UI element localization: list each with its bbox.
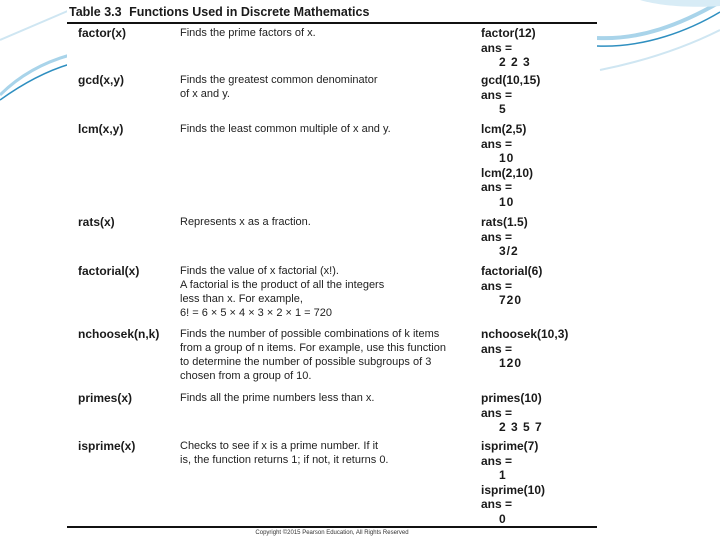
example-result: 5 bbox=[499, 102, 507, 116]
table-label: Table 3.3 bbox=[69, 5, 122, 19]
example-result: 10 bbox=[499, 194, 515, 209]
description-line: Finds the least common multiple of x and y. bbox=[180, 123, 391, 135]
description-line: less than x. For example, bbox=[180, 293, 303, 305]
description-line: Finds the prime factors of x. bbox=[180, 27, 316, 39]
description-line: chosen from a group of 10. bbox=[180, 370, 312, 382]
description-line: Finds all the prime numbers less than x. bbox=[180, 392, 375, 404]
description-line: Checks to see if x is a prime number. If it bbox=[180, 440, 379, 452]
example-command: rats(1.5) bbox=[481, 215, 528, 229]
example-command: nchoosek(10,3) bbox=[481, 327, 569, 341]
description-line: Finds the value of x factorial (x!). bbox=[180, 265, 339, 277]
copyright-notice: Copyright ©2015 Pearson Education, All Rights Reserved bbox=[255, 530, 409, 536]
function-name: factor(x) bbox=[78, 26, 127, 40]
description-line: Finds the greatest common denominator bbox=[180, 74, 378, 86]
example-command: isprime(10) bbox=[481, 482, 546, 497]
function-description bbox=[180, 215, 470, 229]
function-description bbox=[180, 26, 470, 40]
example-command: lcm(2,10) bbox=[481, 165, 534, 180]
function-description bbox=[180, 391, 470, 405]
function-example bbox=[481, 26, 593, 70]
example-command: factor(12) bbox=[481, 26, 536, 40]
function-description bbox=[180, 264, 470, 320]
example-command: isprime(7) bbox=[481, 439, 539, 453]
example-result: 720 bbox=[499, 293, 523, 307]
function-description bbox=[180, 122, 470, 136]
example-result: 120 bbox=[499, 356, 523, 370]
example-command: factorial(6) bbox=[481, 264, 543, 278]
description-line: 6! = 6 × 5 × 4 × 3 × 2 × 1 = 720 bbox=[180, 307, 332, 319]
description-line: A factorial is the product of all the integers bbox=[180, 279, 385, 291]
example-result: 10 bbox=[499, 151, 515, 165]
function-name: lcm(x,y) bbox=[78, 122, 124, 136]
example-command: primes(10) bbox=[481, 391, 542, 405]
example-ans: ans = bbox=[481, 87, 513, 102]
description-line: Finds the number of possible combinations of k items bbox=[180, 328, 440, 340]
description-line: Represents x as a fraction. bbox=[180, 216, 311, 228]
example-ans: ans = bbox=[481, 453, 513, 468]
table-bottom-rule bbox=[67, 526, 597, 528]
function-example bbox=[481, 439, 593, 526]
function-description bbox=[180, 73, 470, 101]
example-ans: ans = bbox=[481, 341, 513, 356]
function-name: rats(x) bbox=[78, 215, 115, 229]
function-name: factorial(x) bbox=[78, 264, 140, 278]
example-result: 2 2 3 bbox=[499, 55, 531, 69]
textbook-table-page bbox=[67, 2, 597, 536]
example-result: 3/2 bbox=[499, 244, 519, 258]
example-command: gcd(10,15) bbox=[481, 73, 541, 87]
function-example bbox=[481, 264, 593, 308]
example-ans: ans = bbox=[481, 497, 513, 511]
example-result: 2 3 5 7 bbox=[499, 420, 543, 434]
table-caption bbox=[67, 3, 597, 24]
function-name: isprime(x) bbox=[78, 439, 136, 453]
function-name: nchoosek(n,k) bbox=[78, 327, 160, 341]
function-example bbox=[481, 391, 593, 435]
description-line: to determine the number of possible subgroups of 3 bbox=[180, 356, 432, 368]
example-ans: ans = bbox=[481, 136, 513, 151]
function-name: gcd(x,y) bbox=[78, 73, 125, 87]
description-line: from a group of n items. For example, use this function bbox=[180, 342, 446, 354]
example-result: 0 bbox=[499, 511, 507, 526]
example-ans: ans = bbox=[481, 229, 513, 244]
example-ans: ans = bbox=[481, 180, 513, 194]
example-ans: ans = bbox=[481, 278, 513, 293]
function-description bbox=[180, 327, 470, 383]
example-result: 1 bbox=[499, 468, 507, 482]
example-ans: ans = bbox=[481, 405, 513, 420]
table-title: Functions Used in Discrete Mathematics bbox=[129, 5, 370, 19]
description-line: of x and y. bbox=[180, 88, 230, 100]
function-description bbox=[180, 439, 470, 467]
function-name: primes(x) bbox=[78, 391, 133, 405]
example-command: lcm(2,5) bbox=[481, 122, 527, 136]
example-ans: ans = bbox=[481, 40, 513, 55]
function-example bbox=[481, 73, 593, 117]
description-line: is, the function returns 1; if not, it returns 0. bbox=[180, 454, 389, 466]
function-example bbox=[481, 327, 593, 371]
function-example bbox=[481, 122, 593, 209]
function-example bbox=[481, 215, 593, 259]
